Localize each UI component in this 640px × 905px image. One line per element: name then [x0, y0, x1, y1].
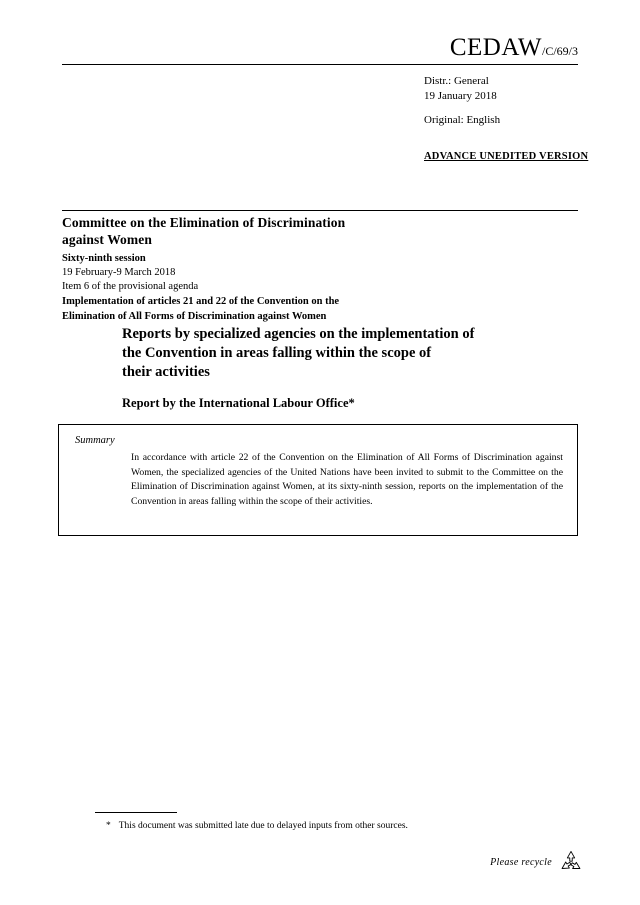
section-divider: [62, 210, 578, 211]
original-language-block: [424, 113, 500, 128]
document-symbol-code: /C/69/3: [541, 44, 578, 58]
document-symbol-main: CEDAW: [449, 34, 542, 61]
recycle-label: Please recycle: [490, 856, 552, 868]
committee-block: [62, 214, 482, 324]
page-title: [122, 325, 522, 382]
committee-name-line1: Committee on the Elimination of Discrimination: [62, 215, 346, 230]
summary-box: [58, 424, 578, 536]
advance-unedited-notice: ADVANCE UNEDITED VERSION: [424, 151, 589, 162]
header-divider: [62, 64, 578, 65]
implementation-line1: Implementation of articles 21 and 22 of the Convention on the: [62, 296, 340, 307]
implementation-line2: Elimination of All Forms of Discrimination against Women: [62, 311, 327, 322]
footnote-text: This document was submitted late due to delayed inputs from other sources.: [118, 821, 408, 831]
original-language: Original: English: [424, 114, 501, 126]
footnote-divider: [95, 812, 177, 813]
document-symbol: [62, 34, 578, 62]
report-author: Report by the International Labour Office*: [122, 396, 355, 410]
distribution-date: 19 January 2018: [424, 90, 497, 102]
recycle-mark-block: [490, 849, 584, 875]
agenda-item: Item 6 of the provisional agenda: [62, 281, 199, 292]
session-label: Sixty-ninth session: [62, 253, 146, 264]
footnote-marker: *: [106, 821, 111, 831]
summary-label: Summary: [75, 435, 115, 446]
footnote: [106, 820, 408, 833]
recycle-icon: [558, 849, 584, 875]
page-title-line3: their activities: [122, 364, 210, 380]
summary-text: In accordance with article 22 of the Convention on the Elimination of All Forms of Discrimination against Women, the specialized agencies of the United Nations have been invited to submit to the Committee on the Elimination of Discrimination against Women, at its sixty-ninth session, reports on the implementation of the Convention in areas falling within the scope of their activities.: [131, 452, 563, 507]
distribution-label: Distr.: General: [424, 75, 489, 87]
page-title-line1: Reports by specialized agencies on the implementation of: [122, 326, 475, 342]
page-title-line2: the Convention in areas falling within the scope of: [122, 345, 432, 361]
committee-name-line2: against Women: [62, 232, 152, 247]
distribution-block: [424, 74, 497, 104]
session-dates: 19 February-9 March 2018: [62, 267, 176, 278]
